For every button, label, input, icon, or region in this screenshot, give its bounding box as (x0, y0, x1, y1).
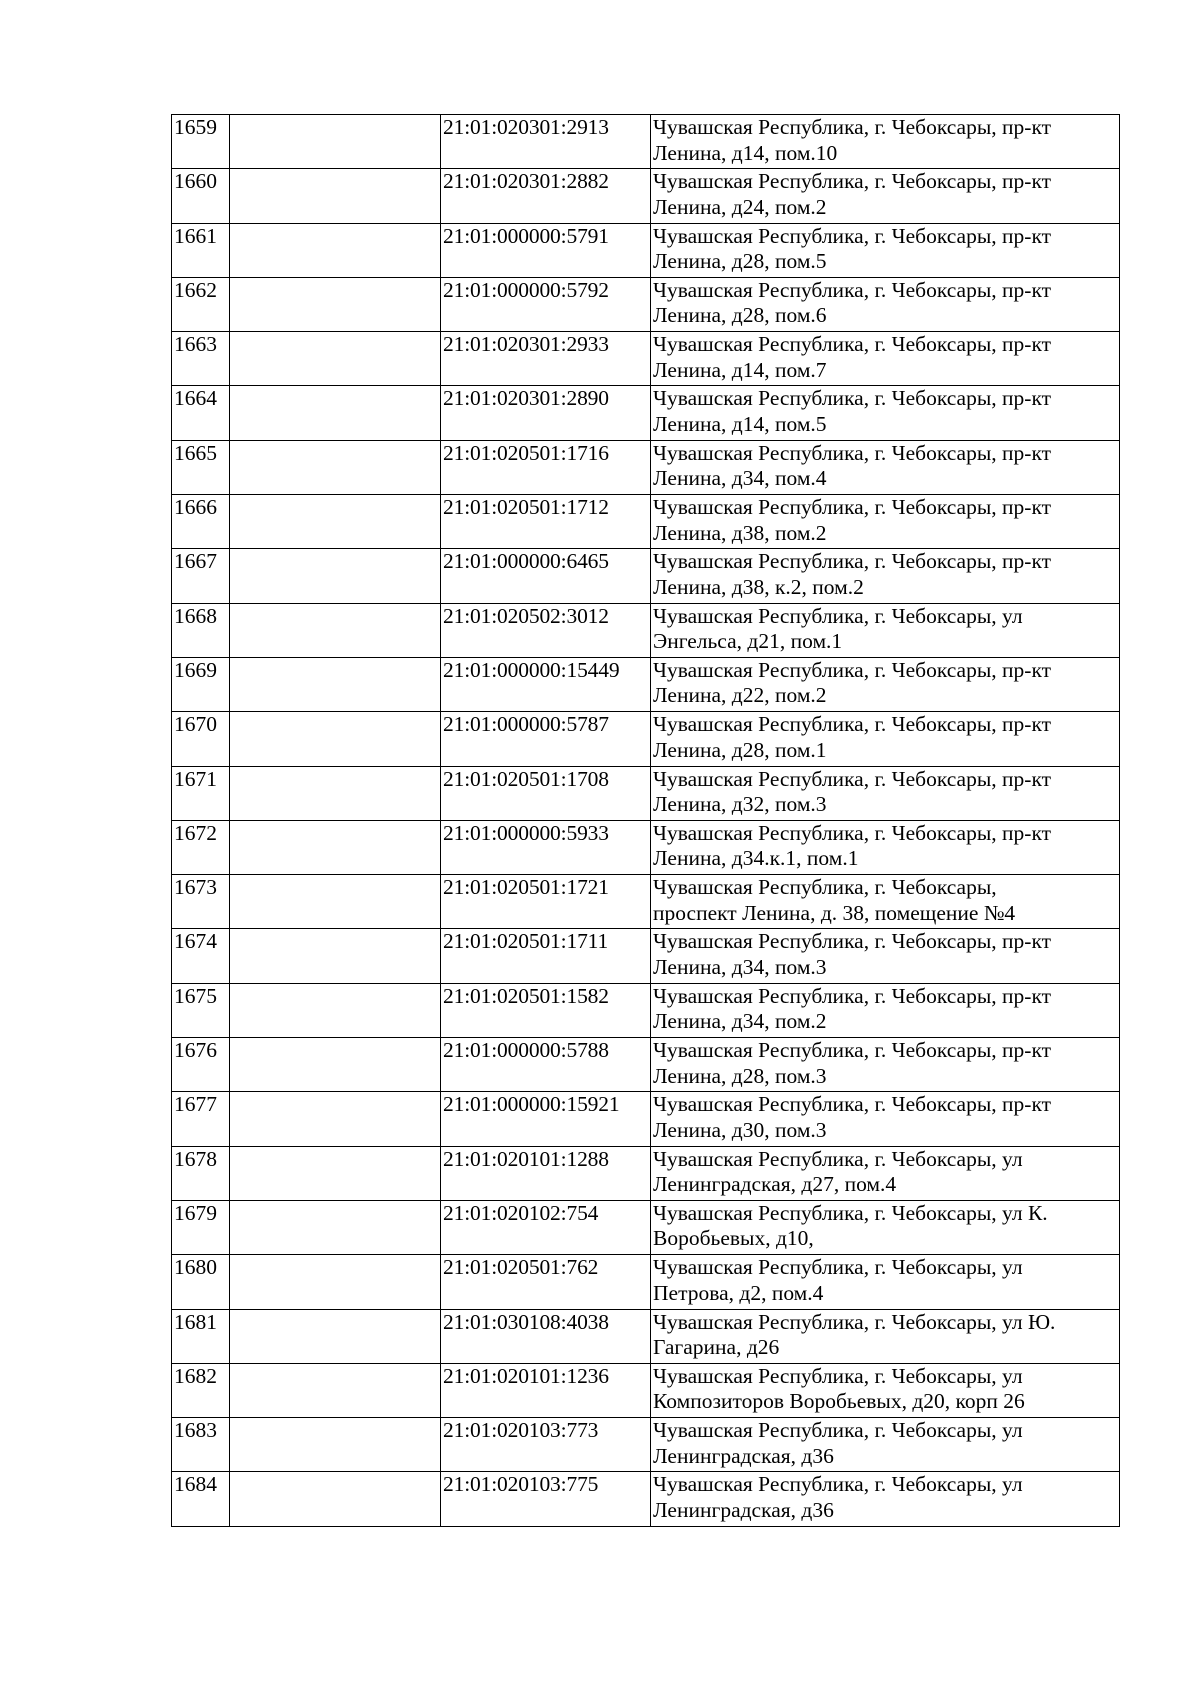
address-line-2: Ленина, д28, пом.6 (653, 303, 827, 328)
address-cell (651, 657, 1120, 711)
cadastral-number-cell: 21:01:020301:2890 (441, 386, 651, 440)
cadastral-number-cell: 21:01:020501:1582 (441, 983, 651, 1037)
row-number-cell: 1671 (172, 766, 230, 820)
address-cell (651, 603, 1120, 657)
address-line-1: Чувашская Республика, г. Чебоксары, пр-кт (653, 549, 1052, 574)
address-line-2: Композиторов Воробьевых, д20, корп 26 (653, 1389, 1025, 1414)
cadastral-number-cell: 21:01:000000:15921 (441, 1092, 651, 1146)
table-row (172, 929, 1120, 983)
row-number-cell: 1679 (172, 1200, 230, 1254)
address-line-1: Чувашская Республика, г. Чебоксары, пр-кт (653, 657, 1052, 682)
address-cell (651, 1255, 1120, 1309)
blank-cell (230, 277, 441, 331)
address-line-2: Ленина, д30, пом.3 (653, 1117, 827, 1142)
cadastral-number-cell: 21:01:020501:1716 (441, 440, 651, 494)
property-registry-table (171, 114, 1120, 1527)
cadastral-number-cell: 21:01:020501:1708 (441, 766, 651, 820)
row-number-cell: 1667 (172, 549, 230, 603)
blank-cell (230, 1472, 441, 1526)
blank-cell (230, 332, 441, 386)
address-cell (651, 766, 1120, 820)
cadastral-number-cell: 21:01:020301:2933 (441, 332, 651, 386)
table-row (172, 115, 1120, 169)
cadastral-number-cell: 21:01:020101:1236 (441, 1363, 651, 1417)
blank-cell (230, 1363, 441, 1417)
table-row (172, 1038, 1120, 1092)
table-row (172, 549, 1120, 603)
address-line-1: Чувашская Республика, г. Чебоксары, пр-кт (653, 1038, 1052, 1063)
address-line-1: Чувашская Республика, г. Чебоксары, пр-кт (653, 440, 1052, 465)
cadastral-number-cell: 21:01:020102:754 (441, 1200, 651, 1254)
blank-cell (230, 929, 441, 983)
address-line-1: Чувашская Республика, г. Чебоксары, ул Ю. (653, 1309, 1056, 1334)
address-line-1: Чувашская Республика, г. Чебоксары, пр-кт (653, 223, 1052, 248)
table-row (172, 440, 1120, 494)
address-cell (651, 115, 1120, 169)
row-number-cell: 1682 (172, 1363, 230, 1417)
cadastral-number-cell: 21:01:020502:3012 (441, 603, 651, 657)
address-line-1: Чувашская Республика, г. Чебоксары, пр-кт (653, 983, 1052, 1008)
blank-cell (230, 875, 441, 929)
row-number-cell: 1664 (172, 386, 230, 440)
cadastral-number-cell: 21:01:030108:4038 (441, 1309, 651, 1363)
blank-cell (230, 603, 441, 657)
row-number-cell: 1663 (172, 332, 230, 386)
address-line-2: Ленина, д34, пом.4 (653, 466, 827, 491)
blank-cell (230, 657, 441, 711)
address-line-2: Ленина, д28, пом.3 (653, 1063, 827, 1088)
address-line-2: проспект Ленина, д. 38, помещение №4 (653, 900, 1016, 925)
row-number-cell: 1672 (172, 820, 230, 874)
row-number-cell: 1665 (172, 440, 230, 494)
blank-cell (230, 1092, 441, 1146)
row-number-cell: 1680 (172, 1255, 230, 1309)
address-line-1: Чувашская Республика, г. Чебоксары, пр-кт (653, 277, 1052, 302)
address-cell (651, 1200, 1120, 1254)
address-cell (651, 820, 1120, 874)
table-row (172, 603, 1120, 657)
address-cell (651, 440, 1120, 494)
table-row (172, 1146, 1120, 1200)
address-line-1: Чувашская Республика, г. Чебоксары, ул (653, 603, 1023, 628)
table-row (172, 1309, 1120, 1363)
address-line-2: Ленинградская, д36 (653, 1497, 834, 1522)
address-cell (651, 549, 1120, 603)
address-line-1: Чувашская Республика, г. Чебоксары, пр-кт (653, 1092, 1052, 1117)
address-line-1: Чувашская Республика, г. Чебоксары, пр-кт (653, 386, 1052, 411)
blank-cell (230, 766, 441, 820)
address-cell (651, 712, 1120, 766)
table-row (172, 1092, 1120, 1146)
table-row (172, 1363, 1120, 1417)
address-line-2: Ленина, д34, пом.2 (653, 1009, 827, 1034)
address-line-1: Чувашская Республика, г. Чебоксары, (653, 875, 997, 900)
row-number-cell: 1670 (172, 712, 230, 766)
table-row (172, 1200, 1120, 1254)
blank-cell (230, 549, 441, 603)
cadastral-number-cell: 21:01:000000:5791 (441, 223, 651, 277)
row-number-cell: 1675 (172, 983, 230, 1037)
cadastral-number-cell: 21:01:020103:775 (441, 1472, 651, 1526)
table-row (172, 277, 1120, 331)
address-line-1: Чувашская Республика, г. Чебоксары, ул (653, 1363, 1023, 1388)
address-line-1: Чувашская Республика, г. Чебоксары, пр-кт (653, 115, 1052, 139)
address-line-2: Ленина, д24, пом.2 (653, 194, 827, 219)
address-cell (651, 495, 1120, 549)
address-line-1: Чувашская Республика, г. Чебоксары, пр-кт (653, 495, 1052, 520)
address-line-2: Ленинградская, д36 (653, 1443, 834, 1468)
table-row (172, 657, 1120, 711)
cadastral-number-cell: 21:01:020301:2882 (441, 169, 651, 223)
address-line-1: Чувашская Республика, г. Чебоксары, пр-кт (653, 766, 1052, 791)
address-line-2: Ленина, д22, пом.2 (653, 683, 827, 708)
address-line-1: Чувашская Республика, г. Чебоксары, ул (653, 1146, 1023, 1171)
table-row (172, 386, 1120, 440)
row-number-cell: 1677 (172, 1092, 230, 1146)
address-line-2: Ленина, д32, пом.3 (653, 792, 827, 817)
address-line-1: Чувашская Республика, г. Чебоксары, пр-кт (653, 169, 1052, 194)
blank-cell (230, 169, 441, 223)
blank-cell (230, 1146, 441, 1200)
address-cell (651, 1472, 1120, 1526)
cadastral-number-cell: 21:01:020501:762 (441, 1255, 651, 1309)
blank-cell (230, 223, 441, 277)
address-line-1: Чувашская Республика, г. Чебоксары, ул (653, 1418, 1023, 1443)
address-cell (651, 1038, 1120, 1092)
table-row (172, 169, 1120, 223)
table-row (172, 875, 1120, 929)
address-line-1: Чувашская Республика, г. Чебоксары, пр-кт (653, 712, 1052, 737)
blank-cell (230, 712, 441, 766)
table-row (172, 766, 1120, 820)
table-row (172, 1418, 1120, 1472)
blank-cell (230, 1418, 441, 1472)
table-row (172, 820, 1120, 874)
address-cell (651, 1092, 1120, 1146)
row-number-cell: 1661 (172, 223, 230, 277)
table-row (172, 983, 1120, 1037)
blank-cell (230, 1309, 441, 1363)
cadastral-number-cell: 21:01:000000:5787 (441, 712, 651, 766)
address-cell (651, 169, 1120, 223)
address-line-1: Чувашская Республика, г. Чебоксары, ул (653, 1472, 1023, 1497)
row-number-cell: 1660 (172, 169, 230, 223)
address-cell (651, 1363, 1120, 1417)
address-line-2: Ленина, д38, пом.2 (653, 520, 827, 545)
blank-cell (230, 1038, 441, 1092)
blank-cell (230, 1200, 441, 1254)
row-number-cell: 1676 (172, 1038, 230, 1092)
cadastral-number-cell: 21:01:000000:15449 (441, 657, 651, 711)
cadastral-number-cell: 21:01:020501:1711 (441, 929, 651, 983)
address-line-2: Ленина, д34.к.1, пом.1 (653, 846, 859, 871)
row-number-cell: 1659 (172, 115, 230, 169)
address-line-2: Петрова, д2, пом.4 (653, 1280, 824, 1305)
blank-cell (230, 495, 441, 549)
address-line-2: Ленина, д14, пом.5 (653, 411, 827, 436)
cadastral-number-cell: 21:01:000000:5792 (441, 277, 651, 331)
address-line-1: Чувашская Республика, г. Чебоксары, пр-кт (653, 820, 1052, 845)
address-cell (651, 277, 1120, 331)
table-row (172, 495, 1120, 549)
address-cell (651, 386, 1120, 440)
address-line-1: Чувашская Республика, г. Чебоксары, пр-кт (653, 332, 1052, 357)
address-cell (651, 1418, 1120, 1472)
blank-cell (230, 440, 441, 494)
row-number-cell: 1674 (172, 929, 230, 983)
cadastral-number-cell: 21:01:000000:5788 (441, 1038, 651, 1092)
row-number-cell: 1683 (172, 1418, 230, 1472)
address-line-1: Чувашская Республика, г. Чебоксары, пр-кт (653, 929, 1052, 954)
address-line-2: Ленина, д14, пом.7 (653, 357, 827, 382)
table-row (172, 1255, 1120, 1309)
address-line-2: Ленина, д28, пом.1 (653, 737, 827, 762)
row-number-cell: 1668 (172, 603, 230, 657)
address-cell (651, 929, 1120, 983)
row-number-cell: 1684 (172, 1472, 230, 1526)
blank-cell (230, 820, 441, 874)
row-number-cell: 1681 (172, 1309, 230, 1363)
row-number-cell: 1666 (172, 495, 230, 549)
address-cell (651, 983, 1120, 1037)
row-number-cell: 1669 (172, 657, 230, 711)
address-cell (651, 875, 1120, 929)
address-line-2: Ленина, д38, к.2, пом.2 (653, 574, 864, 599)
address-line-2: Ленина, д14, пом.10 (653, 140, 838, 165)
table-row (172, 712, 1120, 766)
address-line-2: Воробьевых, д10, (653, 1226, 814, 1251)
table-row (172, 1472, 1120, 1526)
cadastral-number-cell: 21:01:020501:1712 (441, 495, 651, 549)
table-row (172, 332, 1120, 386)
cadastral-number-cell: 21:01:000000:5933 (441, 820, 651, 874)
address-line-2: Ленина, д28, пом.5 (653, 249, 827, 274)
cadastral-number-cell: 21:01:020103:773 (441, 1418, 651, 1472)
table-row (172, 223, 1120, 277)
address-cell (651, 1309, 1120, 1363)
cadastral-number-cell: 21:01:020301:2913 (441, 115, 651, 169)
cadastral-number-cell: 21:01:020501:1721 (441, 875, 651, 929)
address-line-2: Ленинградская, д27, пом.4 (653, 1172, 897, 1197)
row-number-cell: 1662 (172, 277, 230, 331)
address-line-2: Гагарина, д26 (653, 1335, 780, 1360)
row-number-cell: 1673 (172, 875, 230, 929)
address-line-1: Чувашская Республика, г. Чебоксары, ул (653, 1255, 1023, 1280)
address-line-2: Энгельса, д21, пом.1 (653, 629, 843, 654)
blank-cell (230, 386, 441, 440)
cadastral-number-cell: 21:01:000000:6465 (441, 549, 651, 603)
address-cell (651, 1146, 1120, 1200)
blank-cell (230, 115, 441, 169)
address-line-1: Чувашская Республика, г. Чебоксары, ул К. (653, 1200, 1048, 1225)
blank-cell (230, 983, 441, 1037)
address-line-2: Ленина, д34, пом.3 (653, 954, 827, 979)
row-number-cell: 1678 (172, 1146, 230, 1200)
blank-cell (230, 1255, 441, 1309)
address-cell (651, 332, 1120, 386)
address-cell (651, 223, 1120, 277)
table-body (172, 115, 1120, 1527)
cadastral-number-cell: 21:01:020101:1288 (441, 1146, 651, 1200)
